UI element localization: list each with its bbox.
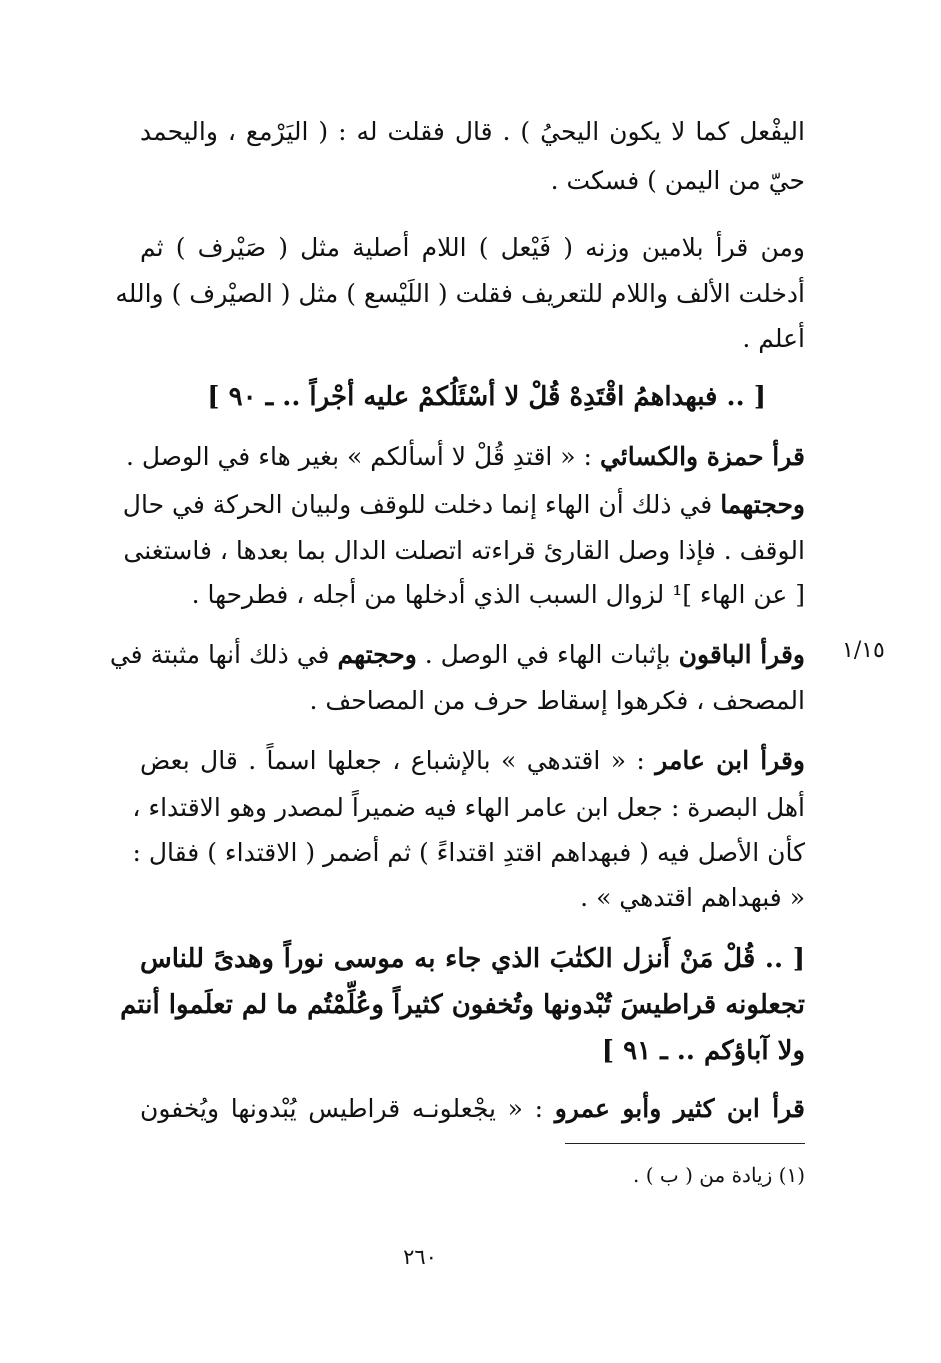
text-line: أدخلت الألف واللام للتعريف فقلت ( اللَيْسع ) مثل ( الصيْرف ) والله [115,279,805,308]
quran-verse: ولا آباؤكم .. ـ ٩١ ] [601,1036,805,1066]
margin-reference: ١/١٥ [842,638,885,663]
text-line: [ عن الهاء ]¹ لزوال السبب الذي أدخلها من أجله ، فطرحها . [191,580,805,609]
text-line: قرأ ابن كثير وأبو عمرو : « يجْعلونـه قراطيس يُبْدونها ويُخفون [140,1094,805,1123]
text-line: حيّ من اليمن ) فسكت . [550,166,805,195]
text-line: وقرأ ابن عامر : « اقتدهي » بالإشباع ، جعلها اسماً . قال بعض [140,746,805,775]
text-line: أعلم . [742,324,805,353]
quran-verse: [ .. قُلْ مَنْ أَنزل الكتٰبَ الذي جاء به موسى نوراً وهدىً للناس [140,944,805,974]
page-number: ٢٦٠ [403,1245,437,1269]
quran-verse: [ .. فبهداهمُ اقْتَدِهْ قُلْ لا أسْئَلُكمْ عليه أجْراً .. ـ ٩٠ ] [207,382,766,412]
text-line: الوقف . فإذا وصل القارئ قراءته اتصلت الدال بما بعدها ، فاستغنى [123,536,805,565]
text-line: اليفْعل كما لا يكون اليحيُ ) . قال فقلت له : ( اليَرْمع ، واليحمد [140,117,805,146]
text-line: قرأ حمزة والكسائي : « اقتدِ قُلْ لا أسألكم » بغير هاء في الوصل . [125,442,805,471]
text-line: ومن قرأ بلامين وزنه ( فَيْعل ) اللام أصلية مثل ( صَيْرف ) ثم [140,233,805,262]
text-line: كأن الأصل فيه ( فبهداهم اقتدِ اقتداءً ) ثم أضمر ( الاقتداء ) فقال : [132,838,805,867]
text-line: وحجتهما في ذلك أن الهاء إنما دخلت للوقف ولبيان الحركة في حال [122,490,805,519]
footnote: (١) زيادة من ( ب ) . [633,1163,805,1187]
text-line: المصحف ، فكرهوا إسقاط حرف من المصاحف . [309,686,805,715]
text-line: أهل البصرة : جعل ابن عامر الهاء فيه ضميراً لمصدر وهو الاقتداء ، [132,793,805,822]
footnote-separator [565,1143,805,1144]
text-line: وقرأ الباقون بإثبات الهاء في الوصل . وحجتهم في ذلك أنها مثبتة في [109,640,805,669]
text-line: « فبهداهم اقتدهي » . [580,883,805,912]
quran-verse: تجعلونه قراطيسَ تُبْدونها وتُخفون كثيراً وعُلِّمْتُم ما لم تعلَموا أنتم [120,990,805,1020]
